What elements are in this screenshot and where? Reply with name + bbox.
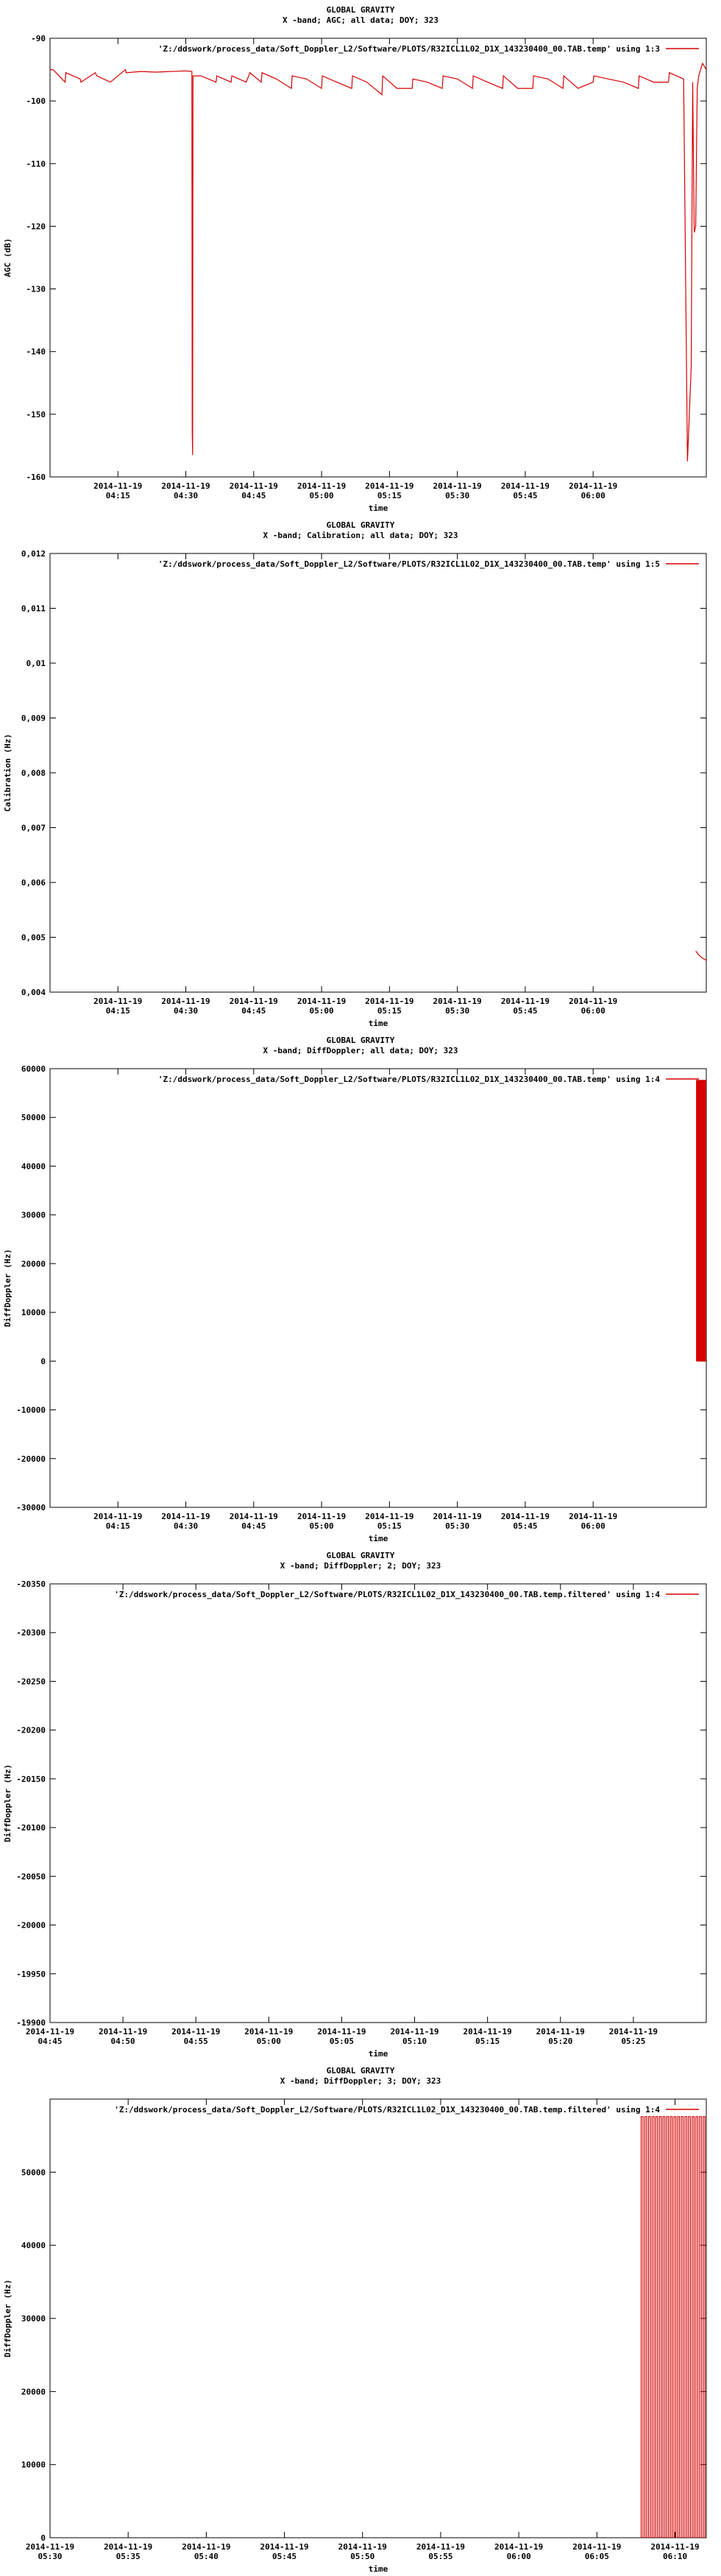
x-tick-date: 2014-11-19 [296, 997, 347, 1006]
y-tick-label: -130 [26, 284, 46, 294]
chart-svg [0, 0, 721, 515]
y-axis-label: DiffDoppler (Hz) [3, 1249, 13, 1327]
x-tick-time: 05:45 [513, 491, 538, 500]
x-tick-date: 2014-11-19 [416, 2542, 466, 2552]
x-axis-label: time [368, 1534, 388, 1543]
x-tick-time: 05:05 [329, 2037, 355, 2046]
x-tick-time: 04:15 [105, 1006, 130, 1016]
x-tick-date: 2014-11-19 [390, 2027, 439, 2037]
x-tick-date: 2014-11-19 [500, 1512, 550, 1521]
x-tick-time: 05:15 [377, 1006, 402, 1016]
y-tick-label: -19900 [16, 2018, 46, 2028]
x-tick-date: 2014-11-19 [98, 2027, 148, 2037]
y-tick-label: -110 [26, 159, 46, 169]
x-tick-time: 05:45 [513, 1521, 538, 1531]
chart-title: GLOBAL GRAVITY [326, 1036, 395, 1045]
x-axis-label: time [368, 2049, 388, 2059]
x-tick-date: 2014-11-19 [608, 2027, 658, 2037]
y-tick-label: 40000 [21, 1161, 46, 1172]
legend-entry: 'Z:/ddswork/process_data/Soft_Doppler_L2/Software/PLOTS/R32ICL1L02_D1X_143230400_00.TAB.temp' using 1:3 [157, 44, 660, 54]
chart-title: GLOBAL GRAVITY [326, 1551, 395, 1560]
x-tick-time: 05:10 [402, 2037, 427, 2046]
x-tick-date: 2014-11-19 [104, 2542, 153, 2552]
x-tick-time: 05:30 [445, 491, 470, 500]
x-tick-time: 04:30 [173, 1006, 199, 1016]
y-tick-label: 0,011 [21, 604, 46, 614]
x-tick-time: 05:15 [377, 1521, 402, 1531]
x-tick-date: 2014-11-19 [569, 481, 618, 491]
chart-title: GLOBAL GRAVITY [326, 5, 395, 15]
x-tick-time: 05:20 [548, 2037, 573, 2046]
x-tick-date: 2014-11-19 [182, 2542, 231, 2552]
y-tick-label: 20000 [21, 1259, 46, 1269]
chart-panel [0, 0, 721, 515]
x-tick-date: 2014-11-19 [161, 997, 210, 1006]
plot-frame [50, 1069, 706, 1507]
y-tick-label: 0,009 [21, 713, 46, 723]
x-axis-label: time [368, 503, 388, 513]
x-tick-date: 2014-11-19 [433, 997, 482, 1006]
x-tick-date: 2014-11-19 [296, 1512, 347, 1521]
chart-panel [0, 515, 721, 1030]
y-tick-label: 30000 [21, 1210, 46, 1220]
x-tick-date: 2014-11-19 [500, 481, 550, 491]
x-axis-label: time [368, 2564, 388, 2574]
x-tick-date: 2014-11-19 [494, 2542, 544, 2552]
x-tick-time: 05:45 [272, 2552, 297, 2561]
x-tick-time: 05:50 [350, 2552, 375, 2561]
plot-frame [50, 553, 706, 992]
x-tick-date: 2014-11-19 [433, 481, 482, 491]
x-tick-time: 04:45 [241, 1006, 266, 1016]
x-tick-time: 04:45 [38, 2037, 63, 2046]
series-line [697, 1080, 706, 1361]
x-tick-time: 05:00 [309, 491, 334, 500]
series-line [50, 63, 706, 461]
x-tick-date: 2014-11-19 [365, 481, 414, 491]
y-tick-label: -20150 [16, 1774, 46, 1784]
chart-svg [0, 1030, 721, 1546]
y-tick-label: 0,012 [21, 549, 46, 559]
x-tick-date: 2014-11-19 [536, 2027, 585, 2037]
x-tick-time: 05:00 [256, 2037, 281, 2046]
y-tick-label: -20350 [16, 1579, 46, 1589]
y-tick-label: -19950 [16, 1969, 46, 1979]
x-tick-time: 06:00 [580, 1006, 605, 1016]
x-tick-time: 06:10 [662, 2552, 688, 2561]
x-tick-date: 2014-11-19 [93, 481, 143, 491]
x-tick-time: 05:00 [309, 1006, 334, 1016]
y-tick-label: 0,004 [21, 988, 46, 997]
x-tick-date: 2014-11-19 [338, 2542, 387, 2552]
chart-subtitle: X -band; DiffDoppler; 2; DOY; 323 [280, 1561, 441, 1571]
x-tick-date: 2014-11-19 [260, 2542, 309, 2552]
legend-entry: 'Z:/ddswork/process_data/Soft_Doppler_L2/Software/PLOTS/R32ICL1L02_D1X_143230400_00.TAB.temp.filtered' using 1:4 [114, 1590, 660, 1599]
x-tick-date: 2014-11-19 [161, 481, 210, 491]
x-tick-time: 04:45 [241, 1521, 266, 1531]
y-tick-label: 10000 [21, 2460, 46, 2470]
y-tick-label: 0,007 [21, 823, 46, 833]
x-tick-date: 2014-11-19 [572, 2542, 622, 2552]
x-tick-time: 04:50 [110, 2037, 135, 2046]
y-tick-label: -140 [26, 347, 46, 357]
x-tick-time: 05:00 [309, 1521, 334, 1531]
y-tick-label: 0 [40, 1356, 46, 1367]
y-axis-label: DiffDoppler (Hz) [3, 2279, 13, 2357]
chart-panel [0, 1546, 721, 2061]
x-tick-date: 2014-11-19 [171, 2027, 221, 2037]
y-tick-label: 0,01 [26, 659, 46, 668]
x-tick-time: 05:30 [38, 2552, 63, 2561]
x-tick-date: 2014-11-19 [296, 481, 347, 491]
x-tick-date: 2014-11-19 [500, 997, 550, 1006]
chart-subtitle: X -band; Calibration; all data; DOY; 323 [263, 531, 458, 540]
x-tick-time: 05:15 [475, 2037, 500, 2046]
x-tick-time: 06:05 [584, 2552, 609, 2561]
x-tick-date: 2014-11-19 [365, 1512, 414, 1521]
x-tick-date: 2014-11-19 [93, 1512, 143, 1521]
y-tick-label: -120 [26, 222, 46, 232]
y-tick-label: 30000 [21, 2314, 46, 2324]
x-tick-date: 2014-11-19 [317, 2027, 366, 2037]
y-tick-label: -150 [26, 409, 46, 420]
plot-frame [50, 2099, 706, 2538]
chart-subtitle: X -band; DiffDoppler; 3; DOY; 323 [280, 2076, 441, 2086]
y-tick-label: 50000 [21, 2168, 46, 2178]
chart-title: GLOBAL GRAVITY [326, 520, 395, 530]
x-tick-time: 06:00 [506, 2552, 531, 2561]
chart-panel [0, 1030, 721, 1546]
series-line [696, 951, 706, 960]
legend-entry: 'Z:/ddswork/process_data/Soft_Doppler_L2/Software/PLOTS/R32ICL1L02_D1X_143230400_00.TAB.temp' using 1:5 [157, 559, 660, 569]
x-tick-date: 2014-11-19 [93, 997, 143, 1006]
y-tick-label: -90 [31, 34, 46, 43]
x-tick-date: 2014-11-19 [650, 2542, 700, 2552]
x-tick-time: 04:55 [183, 2037, 208, 2046]
x-tick-time: 04:30 [173, 1521, 199, 1531]
plot-frame [50, 38, 706, 477]
y-tick-label: -20000 [16, 1920, 46, 1931]
x-tick-time: 04:15 [105, 491, 130, 500]
y-tick-label: -30000 [16, 1503, 46, 1512]
y-tick-label: -20000 [16, 1454, 46, 1464]
y-tick-label: -100 [26, 96, 46, 107]
x-tick-date: 2014-11-19 [229, 997, 278, 1006]
x-tick-date: 2014-11-19 [433, 1512, 482, 1521]
x-tick-time: 06:00 [580, 491, 605, 500]
x-tick-time: 05:45 [513, 1006, 538, 1016]
x-tick-date: 2014-11-19 [569, 997, 618, 1006]
y-tick-label: 60000 [21, 1064, 46, 1074]
x-tick-time: 05:40 [193, 2552, 219, 2561]
x-tick-date: 2014-11-19 [229, 481, 278, 491]
y-tick-label: 0 [40, 2533, 46, 2543]
x-tick-date: 2014-11-19 [25, 2027, 75, 2037]
y-tick-label: 0,005 [21, 933, 46, 943]
chart-panel [0, 2061, 721, 2576]
chart-subtitle: X -band; DiffDoppler; all data; DOY; 323 [263, 1046, 458, 1055]
x-tick-date: 2014-11-19 [229, 1512, 278, 1521]
y-tick-label: 10000 [21, 1308, 46, 1318]
x-tick-time: 06:00 [580, 1521, 605, 1531]
x-tick-time: 05:30 [445, 1006, 470, 1016]
y-tick-label: 0,006 [21, 878, 46, 888]
chart-title: GLOBAL GRAVITY [326, 2066, 395, 2076]
chart-subtitle: X -band; AGC; all data; DOY; 323 [283, 15, 438, 25]
chart-svg [0, 515, 721, 1030]
chart-svg [0, 2061, 721, 2576]
legend-entry: 'Z:/ddswork/process_data/Soft_Doppler_L2/Software/PLOTS/R32ICL1L02_D1X_143230400_00.TAB.temp.filtered' using 1:4 [114, 2105, 660, 2115]
y-tick-label: 0,008 [21, 768, 46, 778]
y-tick-label: -20250 [16, 1677, 46, 1687]
x-tick-time: 05:35 [116, 2552, 141, 2561]
y-tick-label: -20300 [16, 1628, 46, 1638]
x-tick-time: 04:15 [105, 1521, 130, 1531]
y-tick-label: 50000 [21, 1113, 46, 1123]
plot-frame [50, 1584, 706, 2023]
x-tick-time: 04:45 [241, 491, 266, 500]
x-tick-time: 05:55 [428, 2552, 453, 2561]
x-tick-date: 2014-11-19 [244, 2027, 294, 2037]
x-tick-time: 05:15 [377, 491, 402, 500]
chart-svg [0, 1546, 721, 2061]
x-axis-label: time [368, 1019, 388, 1028]
legend-entry: 'Z:/ddswork/process_data/Soft_Doppler_L2/Software/PLOTS/R32ICL1L02_D1X_143230400_00.TAB.temp' using 1:4 [157, 1075, 660, 1084]
y-tick-label: -10000 [16, 1405, 46, 1415]
y-tick-label: -20100 [16, 1823, 46, 1833]
x-tick-time: 04:30 [173, 491, 199, 500]
y-tick-label: -20050 [16, 1872, 46, 1882]
x-tick-date: 2014-11-19 [161, 1512, 210, 1521]
x-tick-date: 2014-11-19 [463, 2027, 512, 2037]
y-tick-label: -160 [26, 473, 46, 482]
y-tick-label: 20000 [21, 2387, 46, 2397]
x-tick-time: 05:25 [621, 2037, 646, 2046]
x-tick-date: 2014-11-19 [25, 2542, 75, 2552]
x-tick-date: 2014-11-19 [569, 1512, 618, 1521]
x-tick-date: 2014-11-19 [365, 997, 414, 1006]
series-line [642, 2117, 706, 2538]
y-axis-label: AGC (dB) [3, 238, 13, 277]
y-tick-label: 40000 [21, 2240, 46, 2251]
x-tick-time: 05:30 [445, 1521, 470, 1531]
y-axis-label: Calibration (Hz) [3, 734, 13, 812]
y-tick-label: -20200 [16, 1725, 46, 1735]
y-axis-label: DiffDoppler (Hz) [3, 1764, 13, 1842]
